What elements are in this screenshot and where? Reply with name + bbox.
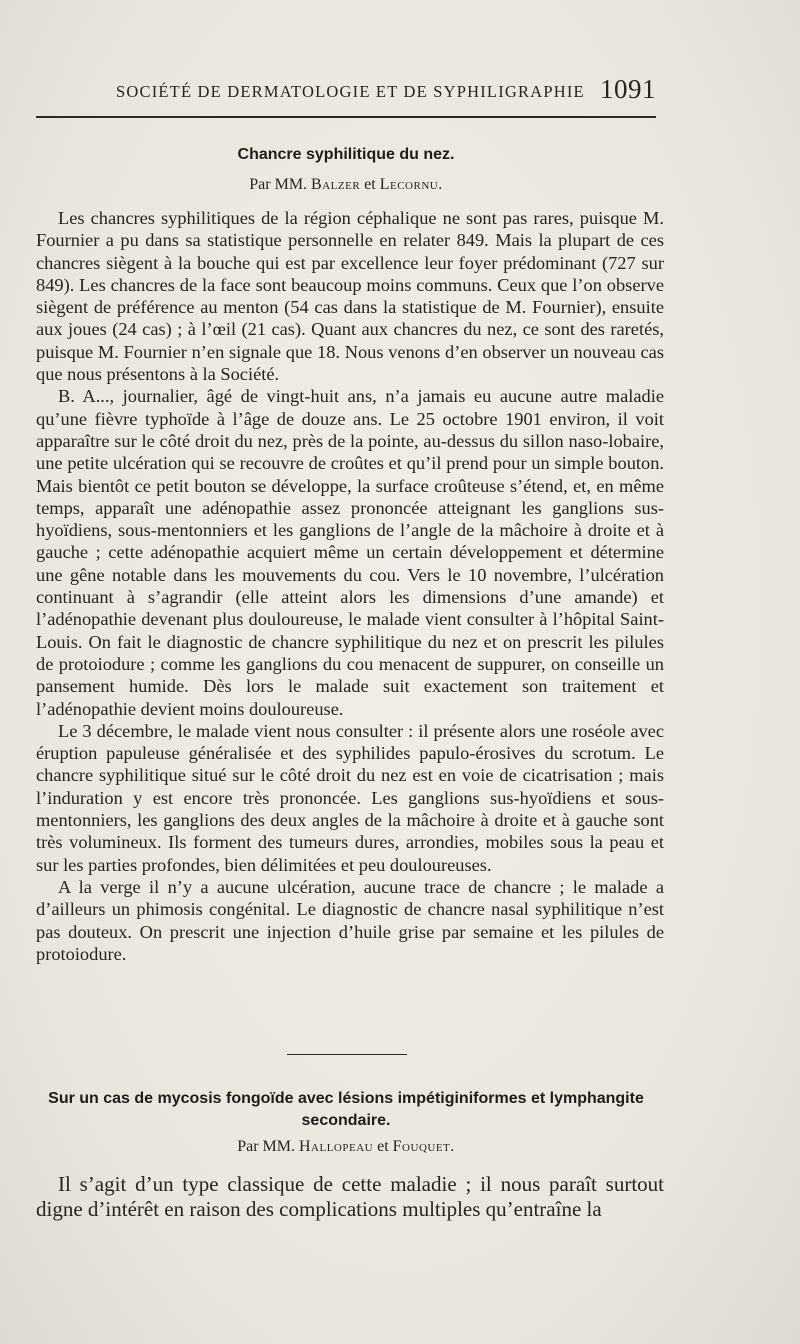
paragraph: Le 3 décembre, le malade vient nous consulter : il présente alors une roséole avec éruption papuleuse généralisée et des syphilides papulo-érosives du scrotum. Le chancre syphilitique situé sur le côté droit du nez est en voie de cicatrisation ; mais l’induration y est encore très prononcée. Les ganglions sus-hyoïdiens et sous-mentonniers, les ganglions des deux angles de la mâchoire à droite et à gauche sont très volumineux. Ils forment des tumeurs dures, arrondies, mobiles sous la peau et sur les parties profondes, bien délimitées et peu douloureuses. (36, 720, 664, 875)
section-1-title: Chancre syphilitique du nez. (237, 146, 455, 163)
author-1: Balzer (311, 176, 361, 193)
paragraph: B. A..., journalier, âgé de vingt-huit ans, n’a jamais eu aucune autre maladie qu’une fièvre typhoïde à l’âge de douze ans. Le 25 octobre 1901 environ, il voit apparaître sur le côté droit du nez, près de la pointe, au-dessus du sillon naso-lobaire, une petite ulcération qui se recouvre de croûtes et qu’il prend pour un simple bouton. Mais bientôt ce petit bouton se développe, la surface croûteuse s’étend, et, en même temps, apparaît une adénopathie assez prononcée atteignant les ganglions sus-hyoïdiens, sous-mentonniers et les ganglions de l’angle de la mâchoire à droite et à gauche ; cette adénopathie acquiert même un certain développement et détermine une gêne notable dans les mouvements du cou. Vers le 10 novembre, l’ulcération continuant à s’agrandir (elle atteint alors les dimensions d’une amande) et l’adénopathie devenant plus douloureuse, le malade vient consulter à l’hôpital Saint-Louis. On fait le diagnostic de chancre syphilitique du nez et on prescrit les pilules de protoiodure ; comme les ganglions du cou menacent de suppurer, on conseille un pansement humide. Dès lors le malade suit exactement son traitement et l’adénopathie devient moins douloureuse. (36, 386, 664, 719)
section-2-authors (36, 1138, 656, 1156)
section-divider (287, 1054, 407, 1055)
page-number: 1091 (600, 74, 656, 104)
paragraph: A la verge il n’y a aucune ulcération, aucune trace de chancre ; le malade a d’ailleurs un phimosis congénital. Le diagnostic de chancre nasal syphilitique n’est pas douteux. On prescrit une injection d’huile grise par semaine et les pilules de protoiodure. (36, 876, 664, 964)
paragraph: Les chancres syphilitiques de la région céphalique ne sont pas rares, puisque M. Fournier a pu dans sa statistique personnelle en relater 849. Mais la plupart de ces chancres siègent à la bouche qui est par excellence leur foyer prédominant (727 sur 849). Les chancres de la face sont beaucoup moins communs. Ceux que l’on observe siègent de préférence au menton (54 cas dans la statistique de M. Fournier), ensuite aux joues (24 cas) ; à l’œil (21 cas). Quant aux chancres du nez, ce sont des raretés, puisque M. Fournier n’en signale que 18. Nous venons d’en observer un nouveau cas que nous présentons à la Société. (36, 208, 664, 385)
paragraph: Il s’agit d’un type classique de cette maladie ; il nous paraît surtout digne d’intérêt en raison des complications multiples qu’entraîne la (36, 1172, 664, 1221)
author-2: Lecornu. (379, 176, 443, 193)
section-2-body (36, 1172, 664, 1222)
author-2: Fouquet. (392, 1138, 455, 1155)
section-1-body (36, 207, 664, 965)
header-rule (36, 116, 656, 118)
page-header (36, 76, 656, 106)
authors-conjunction: et (377, 1138, 389, 1155)
authors-conjunction: et (364, 176, 376, 193)
authors-prefix: Par MM. (249, 176, 308, 193)
authors-prefix: Par MM. (237, 1138, 295, 1155)
author-1: Hallopeau (299, 1138, 374, 1155)
section-1-authors (36, 176, 656, 194)
section-2-title: Sur un cas de mycosis fongoïde avec lésions impétiginiformes et lymphangite secondaire. (48, 1090, 644, 1129)
running-title: SOCIÉTÉ DE DERMATOLOGIE ET DE SYPHILIGRAPHIE (116, 82, 585, 101)
